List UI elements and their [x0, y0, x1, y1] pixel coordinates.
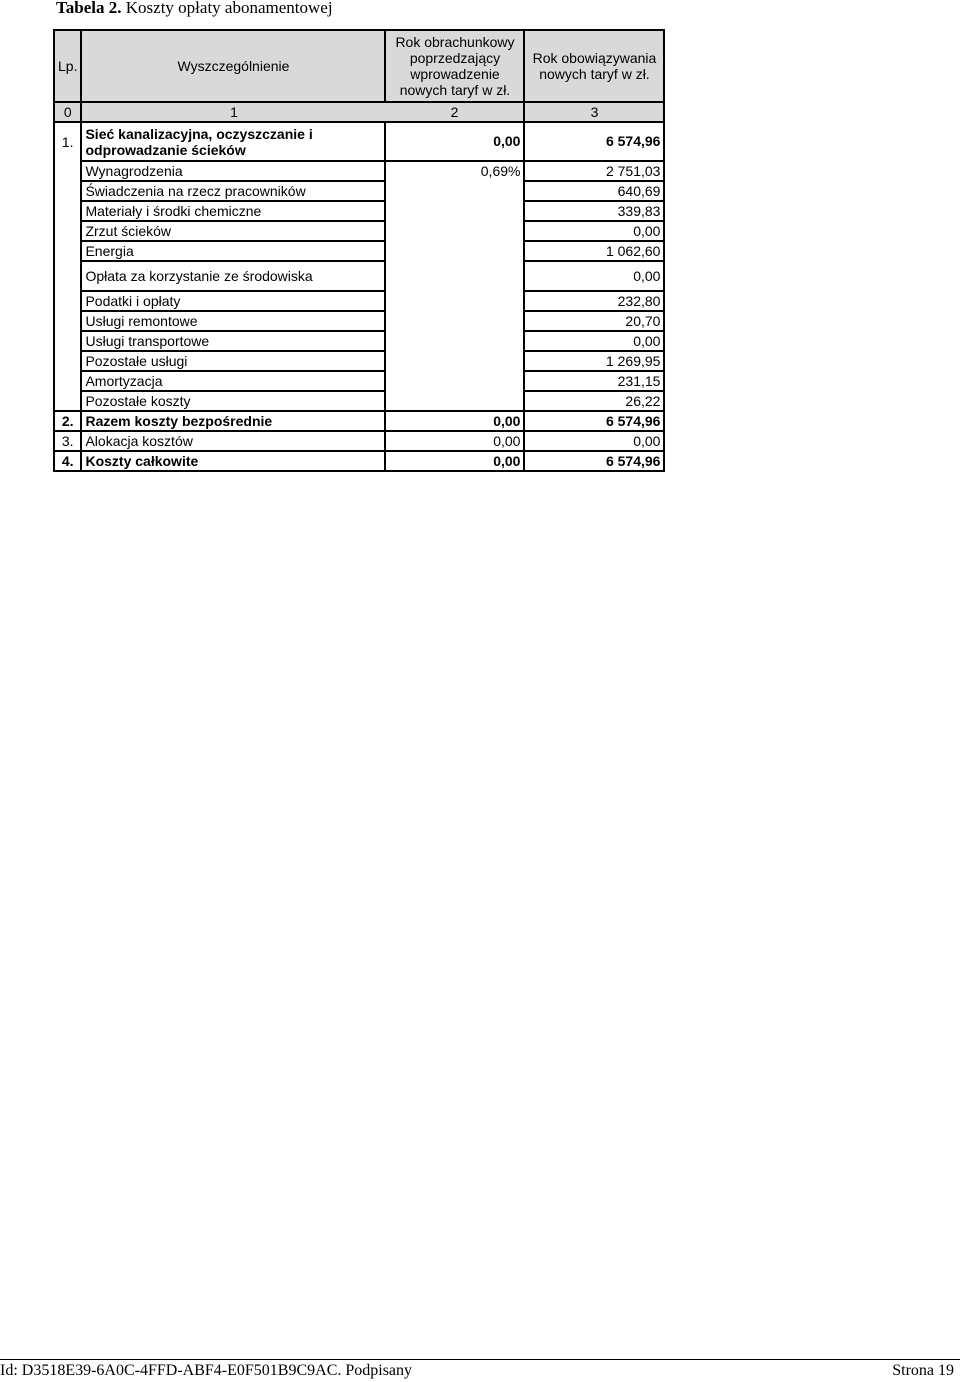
total-row-overall: [54, 451, 664, 471]
row-label: Materiały i środki chemiczne: [81, 201, 385, 221]
total-lp: 4.: [54, 451, 81, 471]
cost-table: [53, 29, 665, 472]
total-prev: 0,00: [385, 451, 524, 471]
row-curr: 0,00: [524, 221, 664, 241]
row-curr: 20,70: [524, 311, 664, 331]
colnum-2: 2: [385, 102, 524, 122]
table-row: [54, 291, 664, 311]
section-curr: 6 574,96: [524, 122, 664, 161]
table-title-number: Tabela 2.: [56, 0, 122, 17]
row-label: Usługi transportowe: [81, 331, 385, 351]
row-prev: [385, 331, 524, 351]
colnum-0: 0: [54, 102, 81, 122]
total-prev: 0,00: [385, 411, 524, 431]
total-lp: 2.: [54, 411, 81, 431]
total-curr: 0,00: [524, 431, 664, 451]
row-curr: 232,80: [524, 291, 664, 311]
total-row-allocation: [54, 431, 664, 451]
table-row: [54, 221, 664, 241]
total-lp: 3.: [54, 431, 81, 451]
row-curr: 339,83: [524, 201, 664, 221]
footer-page-number: Strona 19: [892, 1362, 954, 1379]
row-curr: 1 269,95: [524, 351, 664, 371]
colnum-3: 3: [524, 102, 664, 122]
row-label: Pozostałe usługi: [81, 351, 385, 371]
row-curr: 231,15: [524, 371, 664, 391]
section-lp: 1.: [54, 122, 81, 161]
footer-document-id: Id: D3518E39-6A0C-4FFD-ABF4-E0F501B9C9AC. Podpisany: [0, 1362, 413, 1379]
header-lp: Lp.: [54, 30, 81, 102]
total-row-direct: [54, 411, 664, 431]
table-title: [56, 0, 333, 18]
total-label: Koszty całkowite: [81, 451, 385, 471]
header-item: Wyszczególnienie: [81, 30, 385, 102]
table-row: [54, 241, 664, 261]
table-row: [54, 351, 664, 371]
row-label: Świadczenia na rzecz pracowników: [81, 181, 385, 201]
section-label: Sieć kanalizacyjna, oczyszczanie i odprowadzanie ścieków: [81, 122, 385, 161]
row-prev: [385, 391, 524, 411]
row-curr: 1 062,60: [524, 241, 664, 261]
column-number-row: [54, 102, 664, 122]
row-label: Usługi remontowe: [81, 311, 385, 331]
row-prev: [385, 181, 524, 201]
header-row: [54, 30, 664, 102]
total-prev: 0,00: [385, 431, 524, 451]
row-curr: 640,69: [524, 181, 664, 201]
table-row: [54, 331, 664, 351]
row-label: Pozostałe koszty: [81, 391, 385, 411]
section-prev: 0,00: [385, 122, 524, 161]
row-label: Opłata za korzystanie ze środowiska: [81, 261, 385, 291]
row-prev: [385, 261, 524, 291]
row-prev: [385, 371, 524, 391]
row-label: Zrzut ścieków: [81, 221, 385, 241]
table-row: [54, 201, 664, 221]
total-curr: 6 574,96: [524, 411, 664, 431]
header-prev-year: Rok obrachunkowy poprzedzający wprowadzenie nowych taryf w zł.: [385, 30, 524, 102]
row-prev: [385, 311, 524, 331]
total-label: Razem koszty bezpośrednie: [81, 411, 385, 431]
row-prev: [385, 241, 524, 261]
row-curr: 0,00: [524, 331, 664, 351]
header-tariff-year: Rok obowiązywania nowych taryf w zł.: [524, 30, 664, 102]
row-curr: 2 751,03: [524, 161, 664, 181]
table-row: [54, 391, 664, 411]
total-label: Alokacja kosztów: [81, 431, 385, 451]
row-prev: 0,69%: [480, 163, 521, 179]
row-label: Energia: [81, 241, 385, 261]
table-row: [54, 311, 664, 331]
row-prev: [385, 221, 524, 241]
table-title-text: Koszty opłaty abonamentowej: [125, 0, 333, 17]
row-prev: [385, 291, 524, 311]
row-curr: 0,00: [524, 261, 664, 291]
section-row: [54, 122, 664, 161]
row-prev: [385, 351, 524, 371]
table-row: [54, 371, 664, 391]
table-row: [54, 261, 664, 291]
table-row: [54, 181, 664, 201]
row-label: Podatki i opłaty: [81, 291, 385, 311]
table-row: [54, 161, 664, 181]
total-curr: 6 574,96: [524, 451, 664, 471]
row-label: Amortyzacja: [81, 371, 385, 391]
row-label: Wynagrodzenia: [81, 161, 385, 181]
colnum-1: 1: [81, 102, 385, 122]
footer-divider: [0, 1359, 960, 1360]
row-curr: 26,22: [524, 391, 664, 411]
row-prev: [385, 201, 524, 221]
